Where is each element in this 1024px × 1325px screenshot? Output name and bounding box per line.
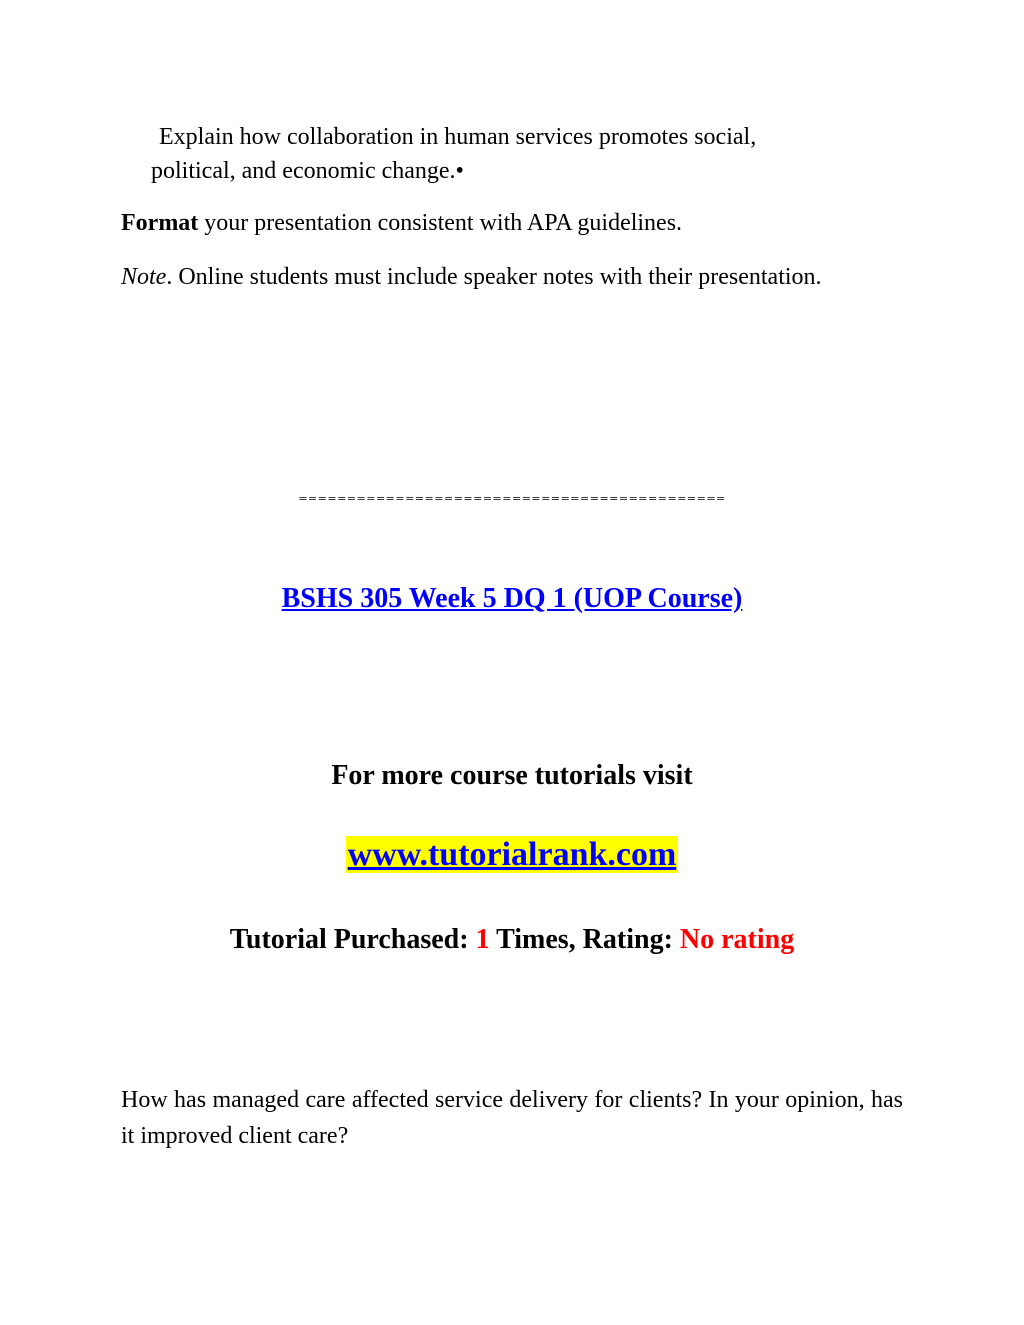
intro-line-2	[151, 154, 871, 188]
rating-label: Times, Rating:	[489, 924, 680, 955]
intro-line-2-text: political, and economic change.	[151, 158, 456, 184]
format-paragraph	[121, 206, 911, 240]
format-label: Format	[121, 210, 199, 236]
section-divider: ============================================	[298, 492, 726, 505]
site-link-container	[0, 836, 1024, 874]
purchase-count: 1	[475, 924, 490, 955]
purchase-info	[0, 924, 1024, 956]
rating-value: No rating	[679, 924, 795, 955]
course-link[interactable]: BSHS 305 Week 5 DQ 1 (UOP Course)	[281, 583, 743, 614]
bullet-icon: •	[455, 158, 464, 184]
note-text: . Online students must include speaker notes with their presentation.	[166, 264, 822, 290]
purchase-label: Tutorial Purchased:	[229, 924, 476, 955]
note-paragraph	[121, 260, 911, 294]
course-title	[0, 583, 1024, 615]
more-tutorials-heading: For more course tutorials visit	[331, 760, 693, 791]
discussion-question: How has managed care affected service delivery for clients? In your opinion, has it improved client care?	[121, 1087, 903, 1149]
intro-bullet-item	[151, 120, 871, 188]
site-link[interactable]: www.tutorialrank.com	[347, 836, 677, 873]
note-label: Note	[121, 264, 167, 290]
site-link-highlight	[346, 836, 679, 873]
intro-line-1: Explain how collaboration in human services promotes social,	[159, 124, 757, 150]
format-text: your presentation consistent with APA guidelines.	[198, 210, 683, 236]
